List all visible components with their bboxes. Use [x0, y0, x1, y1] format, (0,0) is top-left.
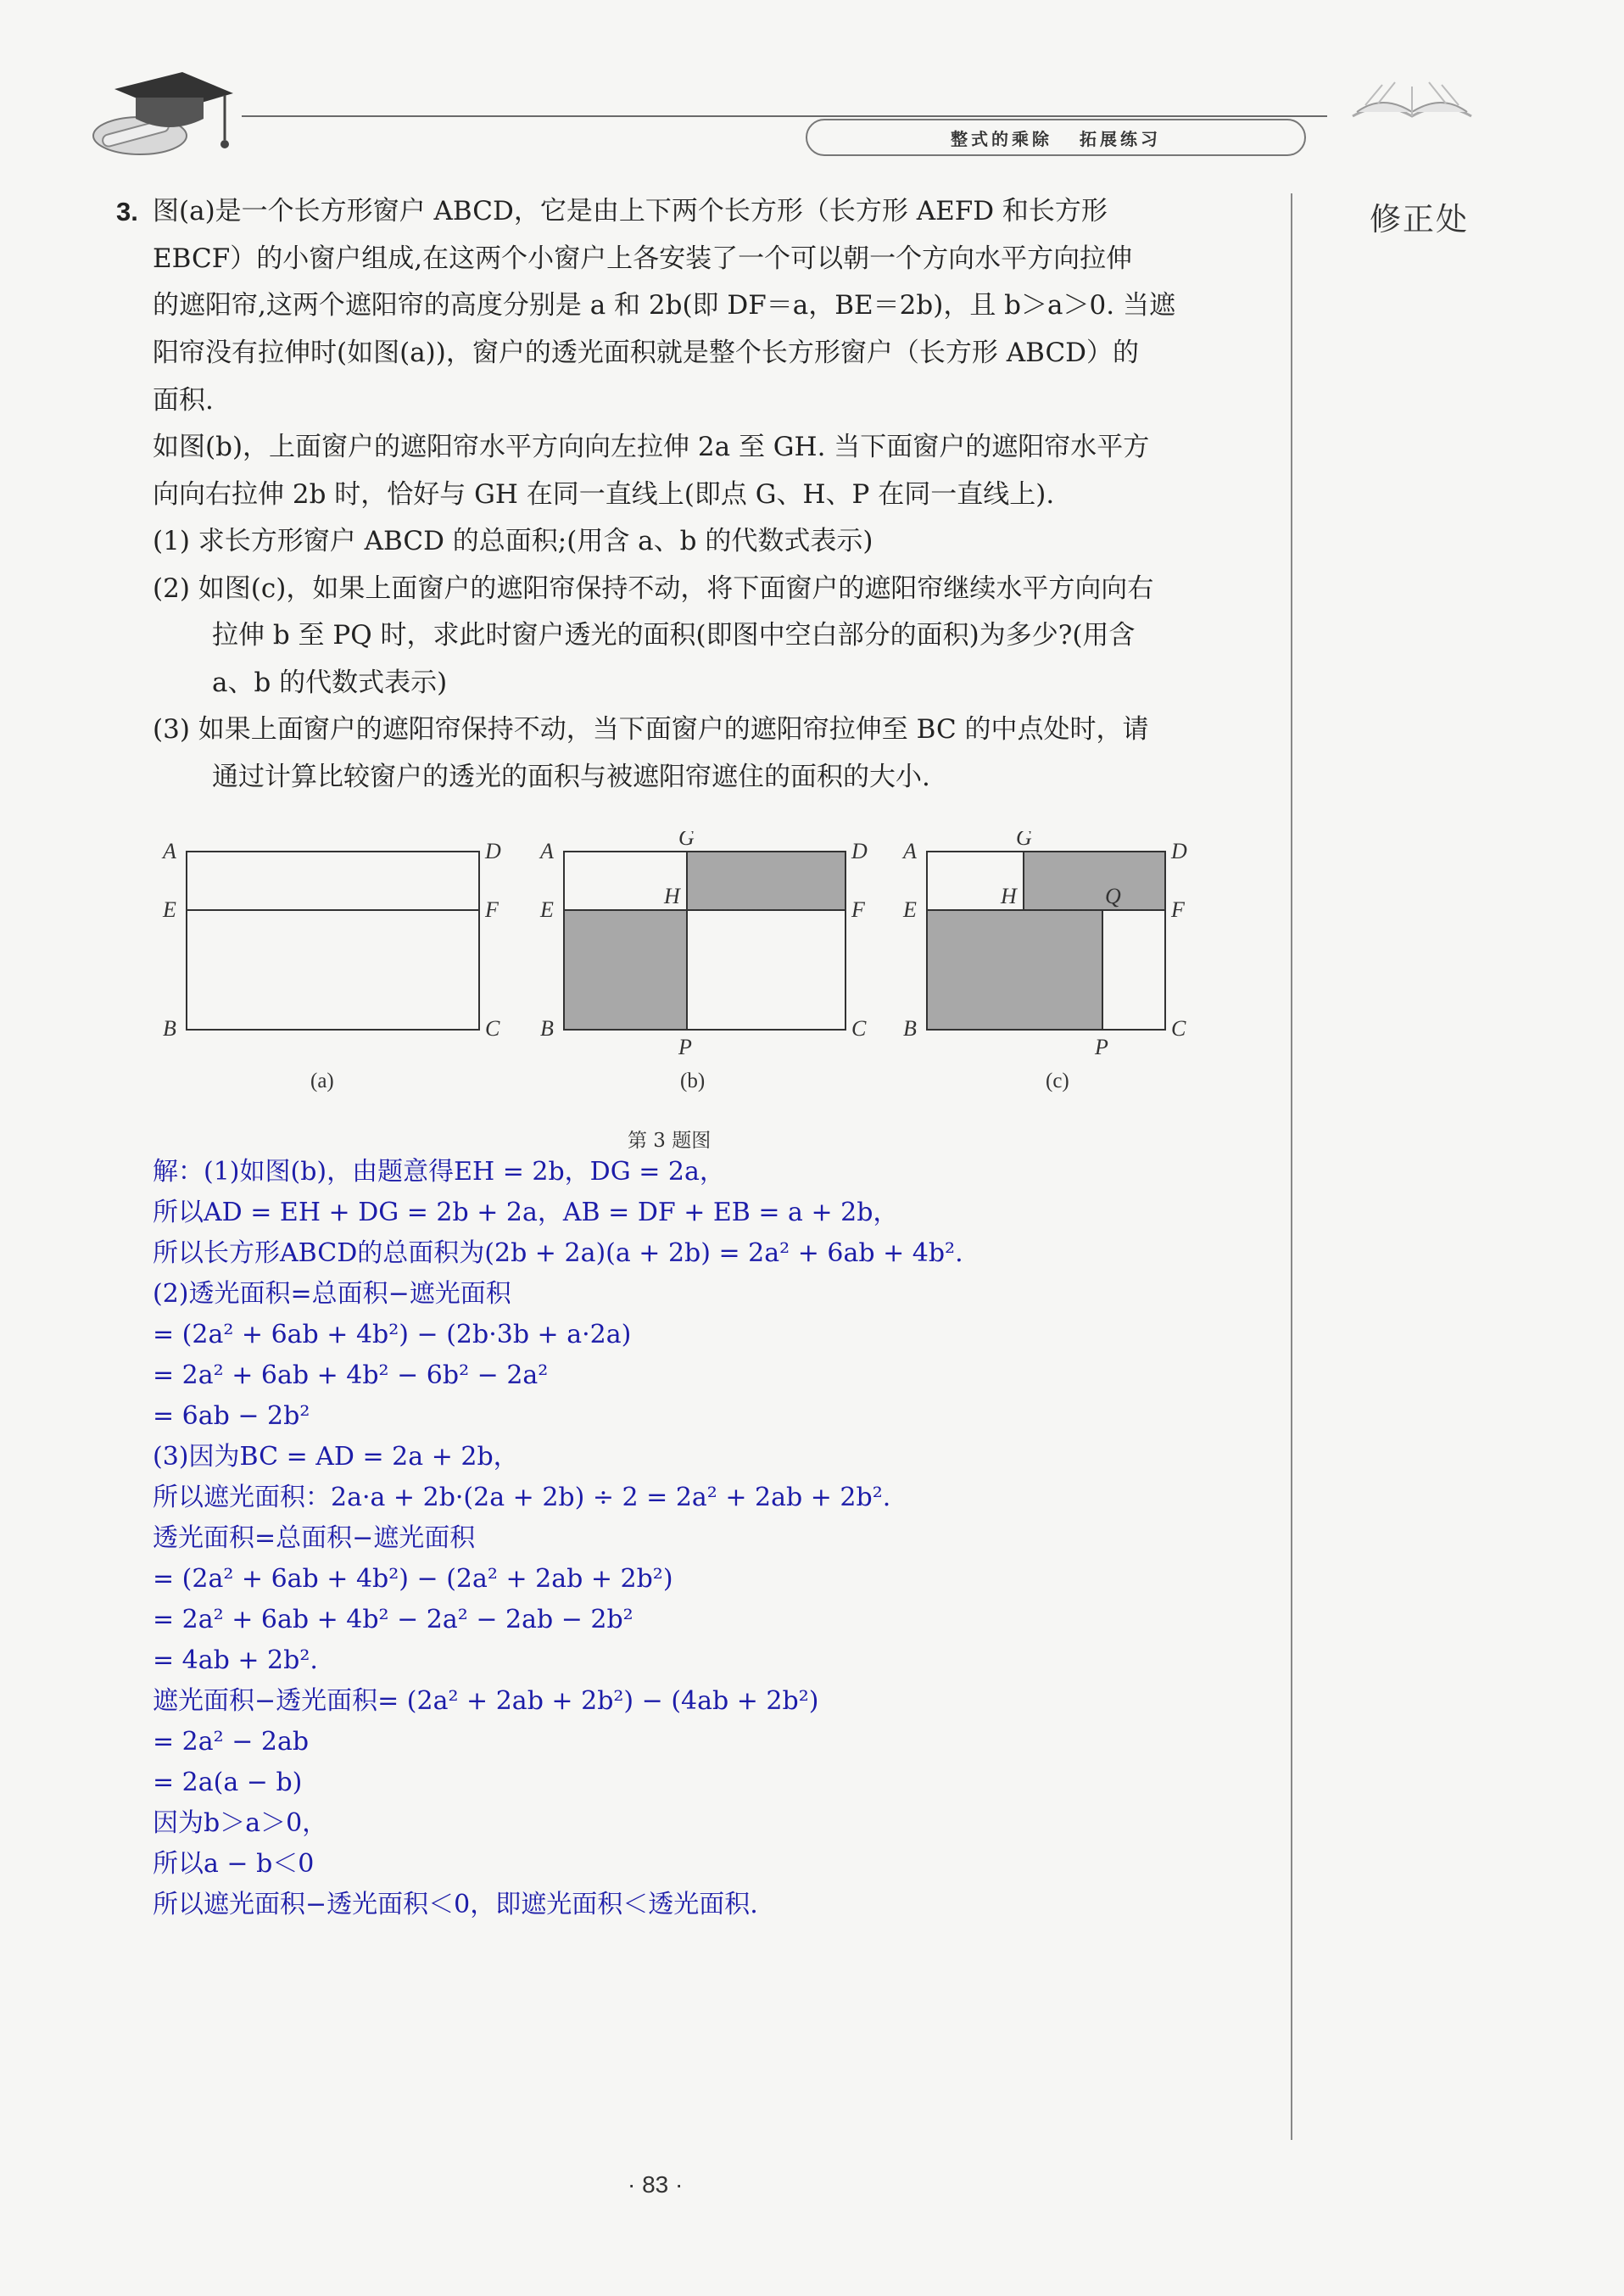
- solution-line: = 2a(a − b): [153, 1768, 303, 1797]
- label-A: A: [163, 839, 176, 863]
- label-Q: Q: [1105, 884, 1121, 908]
- label-E: E: [903, 897, 917, 922]
- open-book-icon: [1348, 78, 1476, 125]
- solution-line: = 2a² + 6ab + 4b² − 6b² − 2a²: [153, 1360, 549, 1390]
- section-title: 拓展练习: [1080, 128, 1161, 149]
- label-B: B: [163, 1016, 176, 1041]
- question-line: EBCF）的小窗户组成,在这两个小窗户上各安装了一个可以朝一个方向水平方向拉伸: [153, 243, 1133, 274]
- caption-a: (a): [310, 1070, 334, 1092]
- label-C: C: [1171, 1016, 1186, 1041]
- solution-line: (3)因为BC = AD = 2a + 2b，: [153, 1442, 519, 1472]
- header-rule: [242, 115, 1327, 117]
- header-banner: [806, 119, 1306, 156]
- solution-line: 所以长方形ABCD的总面积为(2b + 2a)(a + 2b) = 2a² + 6ab + 4b².: [153, 1238, 963, 1268]
- question-line: 面积.: [153, 385, 214, 416]
- label-B: B: [540, 1016, 554, 1041]
- label-A: A: [903, 839, 917, 863]
- label-A: A: [540, 839, 554, 863]
- solution-line: = 6ab − 2b²: [153, 1401, 310, 1431]
- label-D: D: [485, 839, 501, 863]
- question-line: a、b 的代数式表示): [212, 668, 448, 698]
- solution-line: 所以a − b＜0: [153, 1849, 315, 1879]
- diagram-c: [901, 831, 1187, 1092]
- solution-line: 遮光面积−透光面积= (2a² + 2ab + 2b²) − (4ab + 2b²): [153, 1686, 819, 1716]
- figure-title: 第 3 题图: [628, 1130, 712, 1152]
- label-F: F: [851, 897, 865, 922]
- solution-line: = 4ab + 2b².: [153, 1645, 318, 1675]
- question-line: 的遮阳帘,这两个遮阳帘的高度分别是 a 和 2b(即 DF＝a，BE＝2b)，且 b＞a＞0. 当遮: [153, 290, 1175, 321]
- question-part-1: (1) 求长方形窗户 ABCD 的总面积;(用含 a、b 的代数式表示): [153, 526, 873, 556]
- graduation-cap-icon: [81, 59, 242, 165]
- label-P: P: [678, 1035, 692, 1059]
- solution-line: 解：(1)如图(b)，由题意得EH = 2b，DG = 2a，: [153, 1157, 725, 1187]
- label-D: D: [851, 839, 868, 863]
- solution-line: 所以遮光面积−透光面积＜0，即遮光面积＜透光面积.: [153, 1890, 758, 1919]
- solution-line: = (2a² + 6ab + 4b²) − (2a² + 2ab + 2b²): [153, 1564, 673, 1594]
- solution-line: (2)透光面积=总面积−遮光面积: [153, 1279, 511, 1309]
- label-D: D: [1171, 839, 1187, 863]
- question-part-2: (2) 如图(c)，如果上面窗户的遮阳帘保持不动，将下面窗户的遮阳帘继续水平方向向右: [153, 573, 1154, 604]
- diagram-a: [161, 839, 501, 1092]
- solution-line: 因为b＞a＞0，: [153, 1808, 328, 1838]
- label-E: E: [163, 897, 176, 922]
- chapter-title: 整式的乘除: [951, 128, 1052, 149]
- correction-label: 修正处: [1370, 201, 1469, 237]
- caption-b: (b): [680, 1070, 706, 1092]
- label-F: F: [485, 897, 499, 922]
- label-E: E: [540, 897, 554, 922]
- solution-line: = 2a² − 2ab: [153, 1727, 310, 1757]
- solution-line: 所以遮光面积：2a·a + 2b·(2a + 2b) ÷ 2 = 2a² + 2ab + 2b².: [153, 1483, 891, 1512]
- label-G: G: [1016, 831, 1032, 850]
- label-F: F: [1171, 897, 1185, 922]
- question-part-3: (3) 如果上面窗户的遮阳帘保持不动，当下面窗户的遮阳帘拉伸至 BC 的中点处时，请: [153, 714, 1149, 745]
- question-line: 通过计算比较窗户的透光的面积与被遮阳帘遮住的面积的大小.: [212, 762, 930, 792]
- label-H: H: [1001, 884, 1017, 908]
- question-line: 拉伸 b 至 PQ 时，求此时窗户透光的面积(即图中空白部分的面积)为多少?(用含: [212, 620, 1136, 651]
- solution-line: 透光面积=总面积−遮光面积: [153, 1523, 476, 1553]
- label-C: C: [485, 1016, 500, 1041]
- diagram-b: [539, 831, 868, 1092]
- question-line: 向向右拉伸 2b 时，恰好与 GH 在同一直线上(即点 G、H、P 在同一直线上).: [153, 479, 1055, 510]
- label-G: G: [678, 831, 695, 850]
- question-line: 图(a)是一个长方形窗户 ABCD，它是由上下两个长方形（长方形 AEFD 和长方形: [153, 196, 1108, 226]
- label-C: C: [851, 1016, 867, 1041]
- question-line: 阳帘没有拉伸时(如图(a))，窗户的透光面积就是整个长方形窗户（长方形 ABCD）的: [153, 338, 1140, 368]
- caption-c: (c): [1046, 1070, 1069, 1092]
- label-H: H: [664, 884, 680, 908]
- solution-line: = (2a² + 6ab + 4b²) − (2b·3b + a·2a): [153, 1320, 632, 1349]
- label-P: P: [1095, 1035, 1108, 1059]
- window-diagrams: [153, 831, 1272, 1154]
- solution-line: 所以AD = EH + DG = 2b + 2a，AB = DF + EB = a + 2b，: [153, 1198, 899, 1227]
- label-B: B: [903, 1016, 917, 1041]
- question-number: 3.: [116, 197, 138, 226]
- page-number: · 83 ·: [628, 2171, 684, 2198]
- solution-line: = 2a² + 6ab + 4b² − 2a² − 2ab − 2b²: [153, 1605, 633, 1634]
- margin-divider: [1291, 193, 1292, 2140]
- question-line: 如图(b)，上面窗户的遮阳帘水平方向向左拉伸 2a 至 GH. 当下面窗户的遮阳帘水平方: [153, 432, 1150, 462]
